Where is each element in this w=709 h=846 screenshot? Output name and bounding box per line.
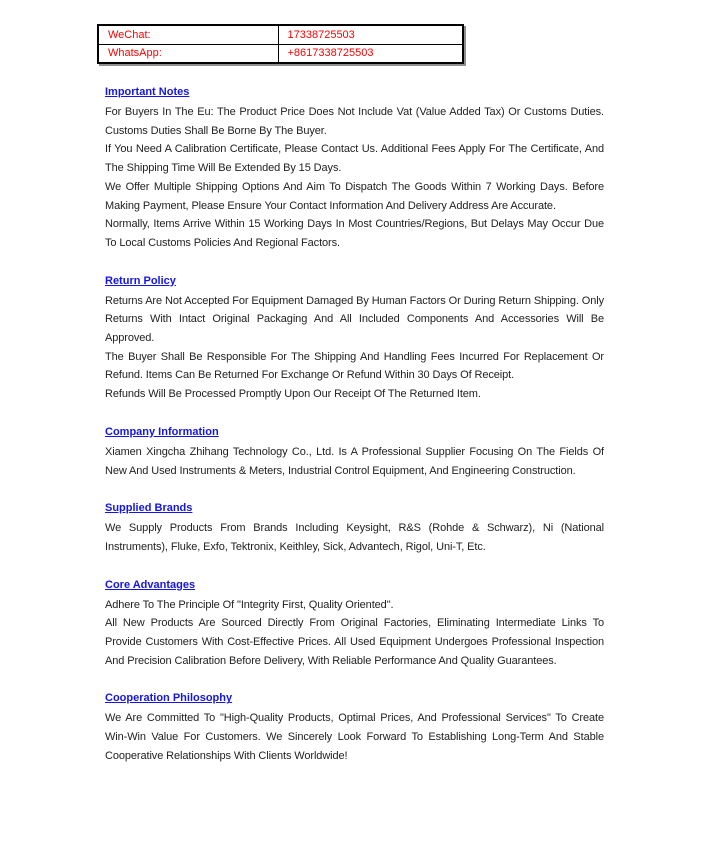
section-heading: Supplied Brands <box>105 502 193 515</box>
contact-table-body <box>98 25 463 63</box>
section-heading: Company Information <box>105 425 219 438</box>
contact-table <box>97 24 464 64</box>
paragraph: For Buyers In The Eu: The Product Price Does Not Include Vat (Value Added Tax) Or Customs Duties. Customs Duties Shall Be Borne By The Buyer. <box>105 106 604 137</box>
paragraph: Normally, Items Arrive Within 15 Working Days In Most Countries/Regions, But Delays May Occur Due To Local Customs Policies And Regional Factors. <box>105 218 604 249</box>
paragraph: Refunds Will Be Processed Promptly Upon Our Receipt Of The Returned Item. <box>105 388 481 401</box>
contact-row <box>98 44 463 63</box>
paragraph: Xiamen Xingcha Zhihang Technology Co., Ltd. Is A Professional Supplier Focusing On The Fields Of New And Used Instruments & Meters, Industrial Control Equipment, And Engineering Construction. <box>105 445 604 477</box>
paragraph: We Supply Products From Brands Including Keysight, R&S (Rohde & Schwarz), Ni (National Instruments), Fluke, Exfo, Tektronix, Keithley, Sick, Advantech, Rigol, Uni-T, Etc. <box>105 522 604 553</box>
paragraph: The Buyer Shall Be Responsible For The Shipping And Handling Fees Incurred For Replacement Or Refund. Items Can Be Returned For Exchange Or Refund Within 30 Days Of Receipt. <box>105 350 604 382</box>
contact-label: WeChat: <box>98 25 278 44</box>
document-section <box>105 501 604 556</box>
contact-value: +8617338725503 <box>278 44 463 63</box>
document-sections <box>105 85 604 766</box>
paragraph: We Offer Multiple Shipping Options And Aim To Dispatch The Goods Within 7 Working Days. Before Making Payment, Please Ensure Your Contact Information And Delivery Address Are Accurate. <box>105 180 604 212</box>
section-heading: Important Notes <box>105 86 190 98</box>
document-section <box>105 274 604 404</box>
section-heading: Cooperation Philosophy <box>105 692 233 705</box>
paragraph: If You Need A Calibration Certificate, Please Contact Us. Additional Fees Apply For The Certificate, And The Shipping Time Will Be Extended By 15 Days. <box>105 143 604 175</box>
section-heading: Core Advantages <box>105 578 196 591</box>
document-section <box>105 425 604 480</box>
contact-value: 17338725503 <box>278 25 463 44</box>
document-section <box>105 691 604 765</box>
contact-row <box>98 25 463 44</box>
document-section <box>105 85 604 253</box>
paragraph: All New Products Are Sourced Directly From Original Factories, Eliminating Intermediate Links To Provide Customers With Cost-Effective Prices. All Used Equipment Undergoes Professional Inspection And Precision Calibration Before Delivery, With Reliable Performance And Quality Guarantees. <box>105 617 604 667</box>
document-section <box>105 578 604 671</box>
paragraph: Returns Are Not Accepted For Equipment Damaged By Human Factors Or During Return Shipping. Only Returns With Intact Original Packaging And All Included Components And Accessories Will Be Approved. <box>105 294 604 345</box>
section-heading: Return Policy <box>105 274 176 287</box>
contact-label: WhatsApp: <box>98 44 278 63</box>
paragraph: We Are Committed To "High-Quality Products, Optimal Prices, And Professional Services" To Create Win-Win Value For Customers. We Sincerely Look Forward To Establishing Long-Term And Stable Cooperative Relationships With Clients Worldwide! <box>105 712 604 762</box>
paragraph: Adhere To The Principle Of "Integrity First, Quality Oriented". <box>105 598 394 611</box>
